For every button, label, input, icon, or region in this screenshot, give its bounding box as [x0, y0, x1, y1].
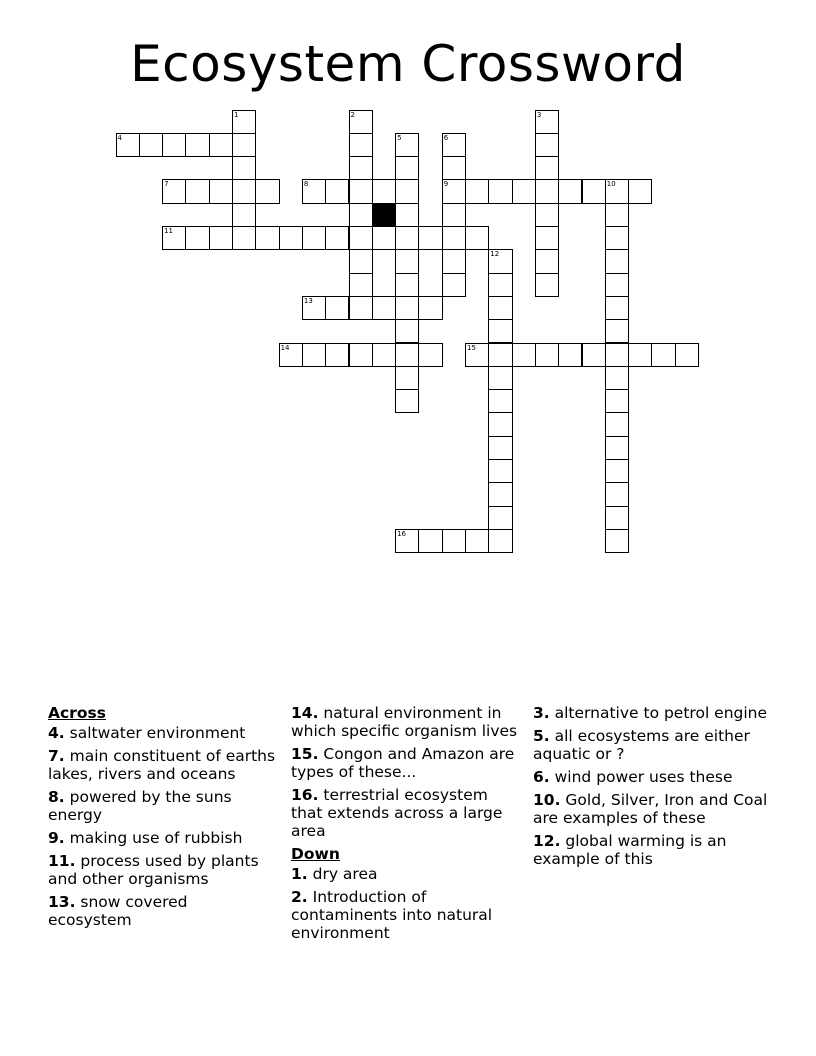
grid-cell[interactable] — [488, 319, 512, 343]
grid-cell[interactable] — [535, 133, 559, 157]
grid-cell[interactable] — [442, 133, 466, 157]
grid-cell[interactable] — [535, 273, 559, 297]
grid-cell[interactable] — [535, 249, 559, 273]
grid-cell[interactable] — [279, 226, 303, 250]
grid-cell[interactable] — [395, 226, 419, 250]
grid-cell[interactable] — [232, 110, 256, 134]
grid-clue-number: 9 — [443, 180, 449, 189]
grid-cell[interactable] — [675, 343, 699, 367]
clue-across-13: 13. snow covered ecosystem — [48, 893, 188, 929]
grid-cell[interactable] — [232, 133, 256, 157]
grid-cell[interactable] — [302, 179, 326, 203]
grid-cell[interactable] — [395, 203, 419, 227]
clue-down-2: 2. Introduction of contaminents into natural environment — [291, 888, 493, 942]
grid-cell[interactable] — [185, 179, 209, 203]
grid-cell[interactable] — [395, 389, 419, 413]
clue-across-8: 8. powered by the suns energy — [48, 788, 232, 824]
grid-cell[interactable] — [465, 179, 489, 203]
grid-cell[interactable] — [302, 226, 326, 250]
grid-cell[interactable] — [488, 343, 512, 367]
grid-cell[interactable] — [488, 366, 512, 390]
grid-clue-number: 1 — [234, 110, 239, 119]
grid-cell[interactable] — [418, 529, 442, 553]
grid-clue-number: 2 — [350, 110, 355, 119]
grid-cell[interactable] — [628, 343, 652, 367]
grid-cell[interactable] — [325, 296, 349, 320]
clue-down-3: 3. alternative to petrol engine — [533, 704, 768, 722]
grid-cell[interactable] — [418, 343, 442, 367]
grid-cell[interactable] — [488, 459, 512, 483]
grid-cell[interactable] — [535, 343, 559, 367]
grid-cell[interactable] — [395, 156, 419, 180]
grid-cell[interactable] — [279, 343, 303, 367]
grid-cell[interactable] — [349, 273, 373, 297]
grid-cell[interactable] — [465, 226, 489, 250]
grid-cell[interactable] — [605, 203, 629, 227]
grid-cell[interactable] — [372, 179, 396, 203]
grid-cell[interactable] — [535, 156, 559, 180]
grid-cell[interactable] — [442, 529, 466, 553]
grid-cell[interactable] — [605, 273, 629, 297]
grid-cell[interactable] — [535, 179, 559, 203]
grid-cell[interactable] — [232, 179, 256, 203]
grid-cell[interactable] — [488, 436, 512, 460]
grid-cell[interactable] — [209, 179, 233, 203]
page-title: Ecosystem Crossword — [130, 35, 686, 93]
grid-cell[interactable] — [605, 343, 629, 367]
grid-clue-number: 14 — [280, 343, 290, 352]
grid-cell[interactable] — [209, 226, 233, 250]
grid-cell[interactable] — [395, 249, 419, 273]
grid-clue-number: 3 — [536, 110, 542, 119]
grid-cell[interactable] — [162, 179, 186, 203]
clue-across-14: 14. natural environment in which specific organism lives — [291, 704, 518, 740]
grid-cell[interactable] — [349, 226, 373, 250]
clue-down-6: 6. wind power uses these — [533, 768, 733, 786]
grid-cell[interactable] — [488, 412, 512, 436]
grid-cell[interactable] — [605, 506, 629, 530]
grid-cell[interactable] — [162, 226, 186, 250]
grid-cell[interactable] — [349, 156, 373, 180]
grid-cell[interactable] — [395, 343, 419, 367]
grid-cell[interactable] — [209, 133, 233, 157]
grid-block-cell — [372, 203, 396, 227]
grid-cell[interactable] — [349, 249, 373, 273]
grid-cell[interactable] — [395, 319, 419, 343]
grid-cell[interactable] — [605, 319, 629, 343]
grid-cell[interactable] — [442, 179, 466, 203]
grid-cell[interactable] — [349, 296, 373, 320]
clue-across-9: 9. making use of rubbish — [48, 829, 243, 847]
grid-cell[interactable] — [116, 133, 140, 157]
grid-cell[interactable] — [488, 296, 512, 320]
grid-cell[interactable] — [418, 296, 442, 320]
grid-cell[interactable] — [605, 482, 629, 506]
grid-cell[interactable] — [185, 226, 209, 250]
grid-clue-number: 13 — [303, 296, 313, 305]
grid-clue-number: 11 — [164, 227, 174, 235]
grid-clue-number: 5 — [397, 133, 402, 142]
grid-cell[interactable] — [349, 203, 373, 227]
grid-cell[interactable] — [605, 226, 629, 250]
clue-across-4: 4. saltwater environment — [48, 724, 246, 742]
clues-column-1 — [48, 704, 276, 934]
grid-cell[interactable] — [605, 412, 629, 436]
grid-cell[interactable] — [605, 389, 629, 413]
grid-cell[interactable] — [488, 529, 512, 553]
grid-cell[interactable] — [442, 273, 466, 297]
grid-cell[interactable] — [488, 506, 512, 530]
grid-cell[interactable] — [605, 436, 629, 460]
grid-cell[interactable] — [162, 133, 186, 157]
clues-column-2 — [291, 704, 521, 947]
grid-cell[interactable] — [349, 343, 373, 367]
grid-cell[interactable] — [605, 529, 629, 553]
grid-cell[interactable] — [395, 133, 419, 157]
grid-cell[interactable] — [442, 249, 466, 273]
grid-cell[interactable] — [349, 133, 373, 157]
grid-clue-number: 8 — [303, 180, 309, 189]
grid-cell[interactable] — [512, 343, 536, 367]
grid-cell[interactable] — [395, 296, 419, 320]
grid-cell[interactable] — [558, 343, 582, 367]
grid-cell[interactable] — [395, 179, 419, 203]
grid-cell[interactable] — [232, 226, 256, 250]
grid-clue-number: 16 — [397, 529, 407, 538]
grid-cell[interactable] — [651, 343, 675, 367]
grid-clue-number: 7 — [164, 180, 169, 189]
grid-cell[interactable] — [325, 343, 349, 367]
grid-cell[interactable] — [395, 273, 419, 297]
grid-cell[interactable] — [349, 179, 373, 203]
grid-cell[interactable] — [582, 179, 606, 203]
grid-cell[interactable] — [465, 529, 489, 553]
grid-cell[interactable] — [372, 343, 396, 367]
grid-cell[interactable] — [372, 296, 396, 320]
clue-across-7: 7. main constituent of earths lakes, rivers and oceans — [48, 747, 276, 783]
grid-cell[interactable] — [488, 482, 512, 506]
grid-cell[interactable] — [255, 179, 279, 203]
grid-cell[interactable] — [302, 296, 326, 320]
grid-cell[interactable] — [372, 226, 396, 250]
grid-cell[interactable] — [512, 179, 536, 203]
clue-down-10: 10. Gold, Silver, Iron and Coal are examples of these — [533, 791, 768, 827]
grid-cell[interactable] — [488, 179, 512, 203]
grid-cell[interactable] — [488, 249, 512, 273]
grid-cell[interactable] — [605, 179, 629, 203]
grid-cell[interactable] — [558, 179, 582, 203]
grid-cell[interactable] — [535, 226, 559, 250]
grid-cell[interactable] — [232, 156, 256, 180]
grid-cell[interactable] — [232, 203, 256, 227]
grid-cell[interactable] — [582, 343, 606, 367]
across-heading: Across — [48, 704, 106, 722]
grid-clue-number: 12 — [490, 250, 500, 259]
grid-cell[interactable] — [302, 343, 326, 367]
clue-across-15: 15. Congon and Amazon are types of these... — [291, 745, 515, 781]
grid-cell[interactable] — [255, 226, 279, 250]
grid-clue-number: 4 — [117, 133, 122, 142]
grid-cell[interactable] — [442, 156, 466, 180]
grid-cell[interactable] — [325, 226, 349, 250]
clue-down-12: 12. global warming is an example of this — [533, 832, 727, 868]
grid-cell[interactable] — [535, 203, 559, 227]
crossword-grid — [116, 110, 706, 560]
clues-column-3 — [533, 704, 773, 873]
grid-cell[interactable] — [139, 133, 163, 157]
grid-cell[interactable] — [418, 226, 442, 250]
grid-clue-number: 6 — [443, 133, 449, 142]
grid-cell[interactable] — [535, 110, 559, 134]
clue-down-5: 5. all ecosystems are either aquatic or ? — [533, 727, 750, 763]
grid-cell[interactable] — [605, 459, 629, 483]
down-heading: Down — [291, 845, 340, 863]
grid-cell[interactable] — [628, 179, 652, 203]
grid-cell[interactable] — [465, 343, 489, 367]
grid-cell[interactable] — [605, 249, 629, 273]
grid-cell[interactable] — [395, 366, 419, 390]
grid-cell[interactable] — [185, 133, 209, 157]
grid-cell[interactable] — [488, 389, 512, 413]
grid-cell[interactable] — [442, 226, 466, 250]
grid-clue-number: 10 — [606, 180, 616, 189]
clue-across-11: 11. process used by plants and other organisms — [48, 852, 259, 888]
grid-cell[interactable] — [442, 203, 466, 227]
clue-down-1: 1. dry area — [291, 865, 378, 883]
grid-cell[interactable] — [325, 179, 349, 203]
grid-cell[interactable] — [605, 366, 629, 390]
clue-across-16: 16. terrestrial ecosystem that extends across a large area — [291, 786, 503, 840]
grid-cell[interactable] — [349, 110, 373, 134]
grid-cell[interactable] — [488, 273, 512, 297]
grid-cell[interactable] — [395, 529, 419, 553]
grid-clue-number: 15 — [467, 343, 476, 352]
grid-cell[interactable] — [605, 296, 629, 320]
